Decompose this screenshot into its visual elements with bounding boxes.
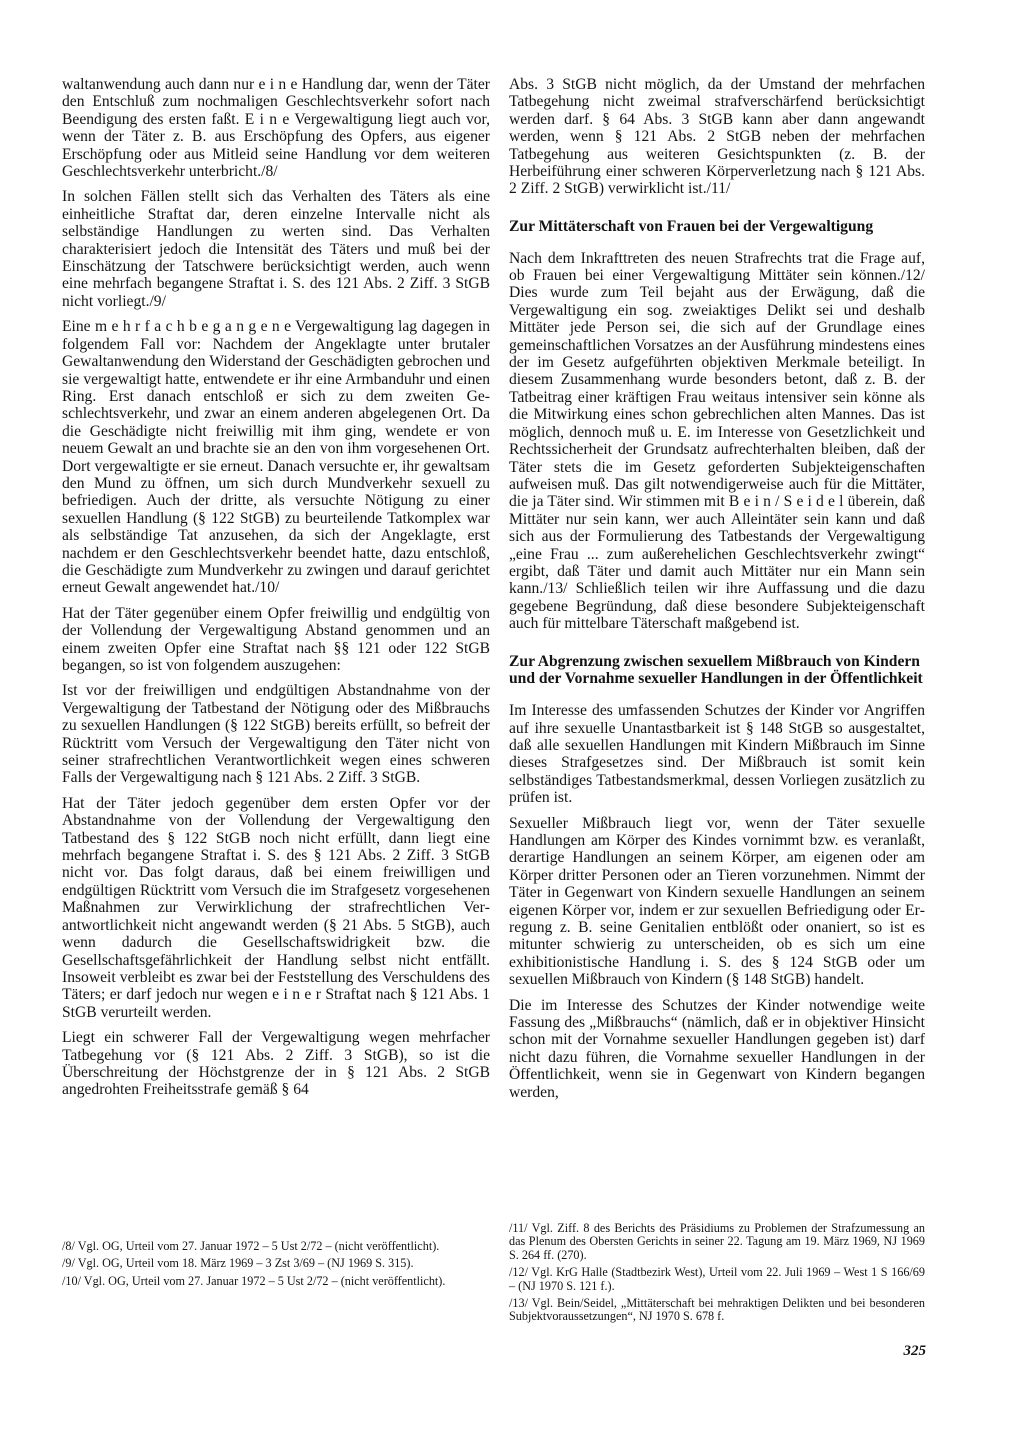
footnote-13: /13/ Vgl. Bein/Seidel, „Mittäterschaft bei mehraktigen Delikten und bei besonderen Subjektvoraussetzungen“, NJ 1970 S. 678 f. [509,1296,925,1324]
body-paragraph: Sexueller Mißbrauch liegt vor, wenn der Täter sexuelle Handlungen am Körper des Kindes vornimmt bzw. es veranlaßt, derartige Handlungen an seinem Körper, am eigenen oder am Körper dritter Personen oder an Tieren vorzunehmen. Nimmt der Täter in Gegenwart von Kindern sexuelle Handlungen an seinem eigenen Körper vor, indem er zur sexuellen Befriedigung oder Erregung z. B. seine Genitalien entblößt oder onaniert, so ist es mitunter schwierig zu unterscheiden, ob es sich um eine exhibitionistische Handlung i. S. des § 124 StGB oder um sexuellen Mißbrauch von Kindern (§ 148 StGB) handelt. [509,814,925,989]
footnote-11: /11/ Vgl. Ziff. 8 des Berichts des Präsidiums zu Problemen der Strafzumessung an das Plenum des Obersten Gerichts in seiner 22. Tagung am 19. März 1969, NJ 1969 S. 264 ff. (270). [509,1221,925,1262]
footnotes-right [509,1222,925,1328]
footnote-12: /12/ Vgl. KrG Halle (Stadtbezirk West), Urteil vom 22. Juli 1969 – West 1 S 166/69 – (NJ 1970 S. 121 f.). [509,1265,925,1293]
body-paragraph: Im Interesse des umfassenden Schutzes der Kinder vor Angriffen auf ihre sexuelle Unantastbarkeit ist § 148 StGB so ausgestaltet, daß alle sexuellen Handlungen mit Kindern Mißbrauch im Sinne dieses Strafgesetzes sind. Der Mißbrauch ist somit kein selbständiges Tatbestandsmerkmal, dessen Vorliegen zusätzlich zu prüfen ist. [509,702,925,807]
footnotes-left [62,1240,490,1292]
body-paragraph: Ist vor der freiwilligen und endgültigen Abstandnahme von der Vergewaltigung der Tatbestand der Nötigung oder des Mißbrauchs zu sexuellen Handlungen (§ 122 StGB) bereits erfüllt, so befreit der Rücktritt vom Versuch der Vergewaltigung den Täter nicht von seiner strafrechtlichen Verantwortlichkeit wegen eines schweren Falls der Vergewaltigung nach § 121 Abs. 2 Ziff. 3 StGB. [62,682,490,787]
body-paragraph: Liegt ein schwerer Fall der Vergewaltigung wegen mehrfacher Tatbegehung vor (§ 121 Abs. 2 Ziff. 3 StGB), so ist die Überschreitung der Höchstgrenze der in § 121 Abs. 2 StGB angedrohten Freiheitsstrafe gemäß § 64 [62,1029,490,1099]
body-paragraph: Hat der Täter jedoch gegenüber dem ersten Opfer vor der Abstandnahme von der Vollendung der Vergewaltigung den Tatbestand des § 122 StGB noch nicht erfüllt, dann liegt eine mehrfach begangene Straftat i. S. des § 121 Abs. 2 Ziff. 3 StGB nicht vor. Das folgt daraus, daß bei einem freiwilligen und endgültigen Rücktritt vom Versuch die im Strafgesetz vorgesehenen Maßnahmen zur Verwirklichung der strafrechtlichen Verantwortlichkeit nicht angewandt werden (§ 21 Abs. 5 StGB), auch wenn dadurch die Gesellschaftswidrigkeit bzw. die Gesellschaftsgefährlichkeit der Handlung selbst nicht entfällt. Insoweit verbleibt es zwar bei der Feststellung des Verschuldens des Täters; er darf jedoch nur wegen e i n e r Straftat nach § 121 Abs. 1 StGB verurteilt werden. [62,794,490,1021]
body-paragraph: Nach dem Inkrafttreten des neuen Strafrechts trat die Frage auf, ob Frauen bei einer Vergewaltigung Mittäter sein können./12/ Dies wurde zum Teil bejaht aus der Erwägung, daß die Vergewaltigung ein sog. zweiaktiges Delikt sei und deshalb Mittäter jede Person sei, die sich auf der Grundlage eines gemeinschaftlichen Vorsatzes an der Ausführung mindestens eines der im Gesetz aufgeführten objektiven Merkmale beteiligt. In diesem Zusammenhang wurde besonders betont, daß z. B. der Tatbeitrag einer kräftigen Frau weitaus intensiver sein könne als die Mitwirkung eines schon gebrechlichen alten Mannes. Das ist möglich, dennoch muß u. E. im Interesse von Gesetzlichkeit und Rechtssicherheit der Grundsatz aufrechterhalten bleiben, daß der Täter stets die im Gesetz geforderten Subjekteigenschaften aufweisen muß. Das gilt notwendigerweise auch für die Mittäter, die ja Täter sind. Wir stimmen mit B e i n / S e i d e l überein, daß Mittäter nur sein kann, wer auch Alleintäter sein kann und daß sich aus der Formulierung des Tatbestands der Vergewaltigung „eine Frau ... zum außerehelichen Geschlechtsverkehr zwingt“ ergibt, daß Täter und damit auch Mittäter nur ein Mann sein kann./13/ Schließlich teilen wir ihre Auffassung und die dazu gegebene Begründung, daß diese besondere Subjekteigenschaft auch für mittelbare Täterschaft maßgebend ist. [509,249,925,633]
body-paragraph: Abs. 3 StGB nicht möglich, da der Umstand der mehrfachen Tatbegehung nicht zweimal strafverschärfend berücksichtigt werden darf. § 64 Abs. 3 StGB kann aber dann angewandt werden, wenn § 121 Abs. 2 StGB neben der mehrfachen Tatbegehung aus weiteren Gesichtspunkten (z. B. der Herbeiführung einer schweren Körperverletzung nach § 121 Abs. 2 Ziff. 2 StGB) verwirklicht ist./11/ [509,76,925,198]
footnote-9: /9/ Vgl. OG, Urteil vom 18. März 1969 – 3 Zst 3/69 – (NJ 1969 S. 315). [62,1256,414,1271]
footnote-10: /10/ Vgl. OG, Urteil vom 27. Januar 1972 – 5 Ust 2/72 – (nicht veröffentlicht). [62,1273,446,1288]
section-heading-mittaeterschaft: Zur Mittäterschaft von Frauen bei der Vergewaltigung [509,217,874,235]
body-paragraph: In solchen Fällen stellt sich das Verhalten des Täters als eine einheitliche Straftat dar, deren einzelne Intervalle nicht als selbständige Handlungen zu werten sind. Das Verhalten charakterisiert jedoch die Intensität des Täters und muß bei der Einschätzung der Tatschwere berücksichtigt werden, auch wenn eine mehrfach begangene Straftat i. S. des 121 Abs. 2 Ziff. 3 StGB nicht vorliegt./9/ [62,188,490,310]
right-column [509,76,925,1109]
body-paragraph: Hat der Täter gegenüber einem Opfer freiwillig und endgültig von der Vollendung der Vergewaltigung Abstand genommen und an einem zweiten Opfer eine Straftat nach §§ 121 oder 122 StGB begangen, so ist von folgendem auszugehen: [62,604,490,674]
left-column [62,76,490,1107]
body-paragraph: Die im Interesse des Schutzes der Kinder notwendige weite Fassung des „Mißbrauchs“ (nämlich, daß er in objektiver Hinsicht schon mit der Vornahme sexueller Handlungen gegeben ist) darf nicht dazu führen, die Vornahme sexueller Handlungen in der Öffentlichkeit, wenn sie in Gegenwart von Kindern begangen werden, [509,996,925,1101]
body-paragraph: waltanwendung auch dann nur e i n e Handlung dar, wenn der Täter den Entschluß zum nochmaligen Geschlechtsverkehr sofort nach Beendigung des ersten faßt. E i n e Vergewaltigung liegt auch vor, wenn der Täter z. B. aus Erschöpfung des Opfers, aus eigener Erschöpfung oder aus Mitleid seine Handlung vor dem weiteren Geschlechtsverkehr unterbricht./8/ [62,76,490,181]
body-paragraph: Eine m e h r f a c h b e g a n g e n e Vergewaltigung lag dagegen in folgendem Fall vor: Nachdem der Angeklagte unter brutaler Gewaltanwendung den Widerstand der Geschädigten gebrochen und sie vergewaltigt hatte, entwendete er ihr eine Armbanduhr und einen Ring. Erst danach entschloß er sich zu dem zweiten Geschlechtsverkehr, und zwar an einem anderen abgelegenen Ort. Da die Geschädigte nicht freiwillig mit ihm ging, wendete er von neuem Gewalt an und brachte sie an den von ihm vorgesehenen Ort. Dort vergewaltigte er sie erneut. Danach versuchte er, ihr gewaltsam den Mund zu öffnen, um sich durch Mundverkehr sexuell zu befriedigen. Auch der dritte, als versuchte Nötigung zu einer sexuellen Handlung (§ 122 StGB) zu beurteilende Tatkomplex war als selbständige Tat anzusehen, da sich der Angeklagte, erst nachdem er den Geschlechtsverkehr beendet hatte, dazu entschloß, die Geschädigte zum Mundverkehr zu zwingen und darauf gerichtet erneut Gewalt angewendet hat./10/ [62,318,490,597]
section-heading-abgrenzung: Zur Abgrenzung zwischen sexuellem Mißbrauch von Kindern und der Vornahme sexueller Handlungen in der Öffentlichkeit [509,652,923,688]
footnote-8: /8/ Vgl. OG, Urteil vom 27. Januar 1972 – 5 Ust 2/72 – (nicht veröffentlicht). [62,1239,440,1253]
page-number: 325 [903,1343,926,1359]
